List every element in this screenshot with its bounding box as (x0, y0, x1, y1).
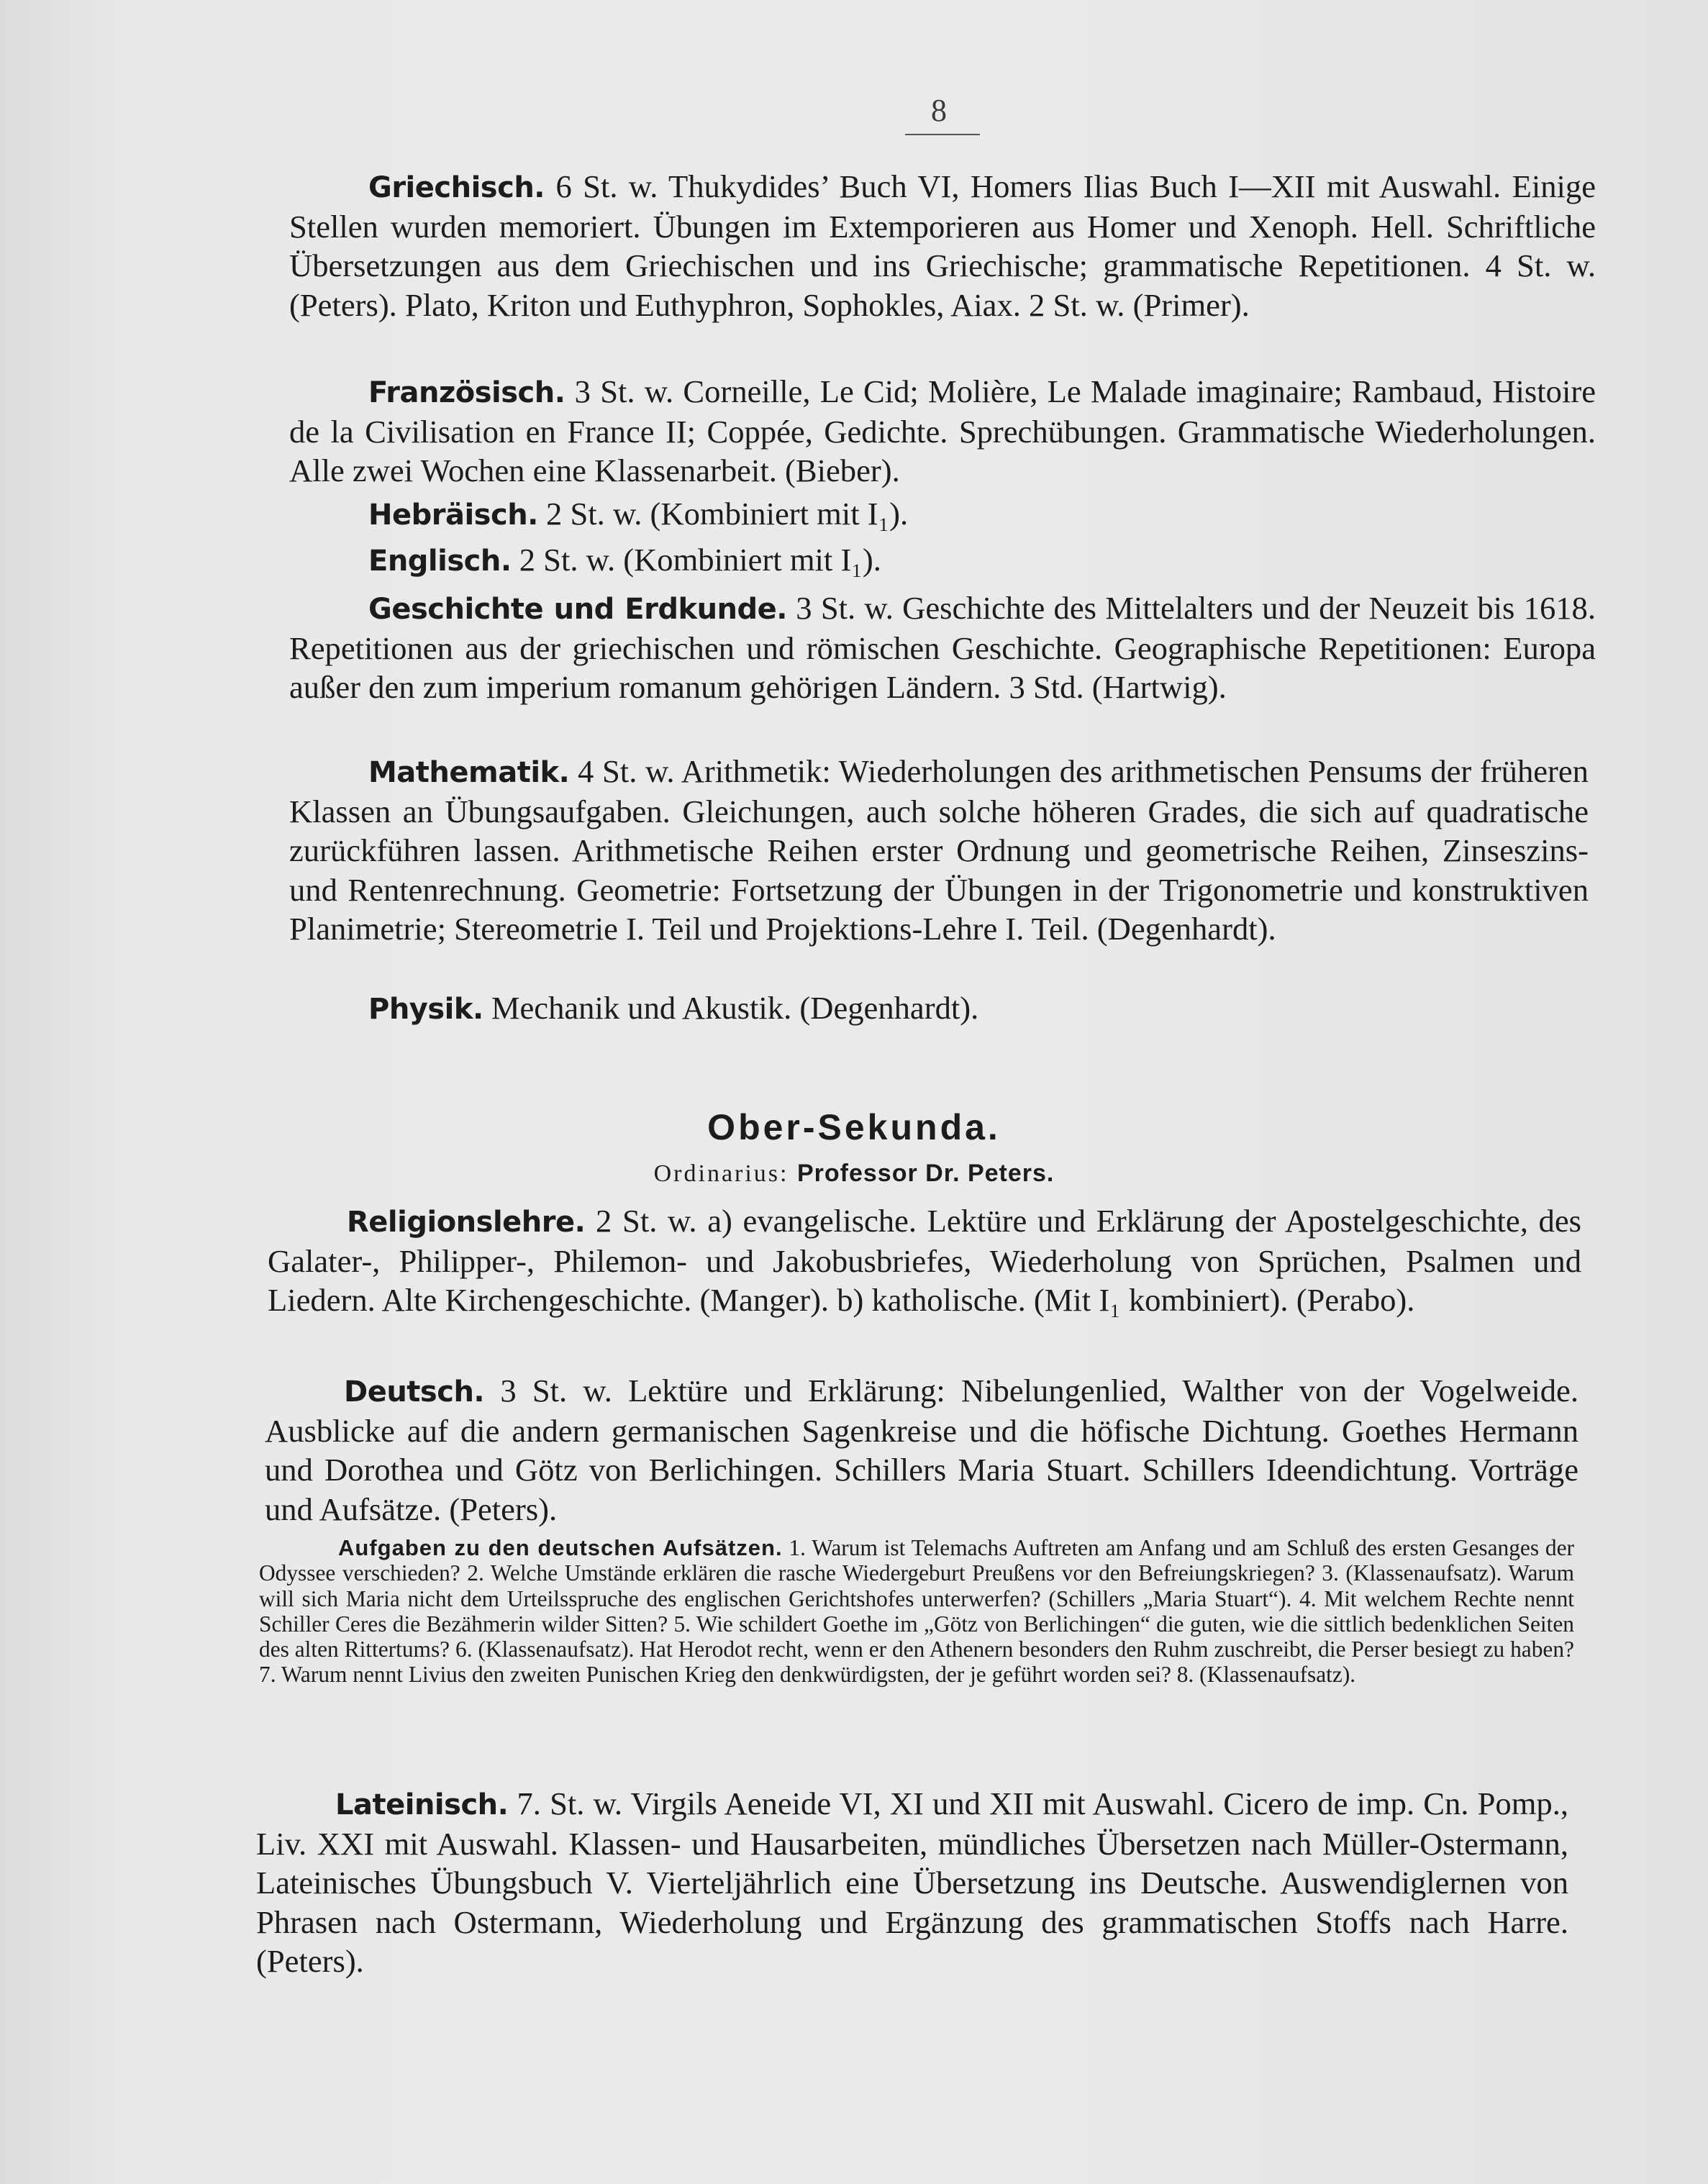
subject-heading: Griechisch. (368, 171, 545, 204)
subject-heading: Lateinisch. (335, 1788, 509, 1821)
subject-text: 6 St. w. Thukydides’ Buch VI, Homers Ilias Buch I—XII mit Auswahl. Einige Stellen wurden memoriert. Übungen im Extemporieren aus Homer und Xenoph. Hell. Schriftliche Übersetzungen aus dem Griechischen und ins Griechische; grammatische Repetitionen. 4 St. w. (Peters). Plato, Kriton und Euthyphron, Sophokles, Aiax. 2 St. w. (Primer). (289, 168, 1596, 323)
subject-heading: Geschichte und Erdkunde. (368, 593, 787, 626)
subject-text: 2 St. w. (Kombiniert mit I₁). (546, 496, 909, 532)
subject-text: 7. St. w. Virgils Aeneide VI, XI und XII mit Auswahl. Cicero de imp. Cn. Pomp., Liv. XXI mit Auswahl. Klassen- und Hausarbeiten, mündliches Übersetzen nach Müller-Ostermann, Lateinisches Übungsbuch V. Vierteljährlich eine Übersetzung ins Deutsche. Auswendiglernen von Phrasen nach Ostermann, Wiederholung und Ergänzung des grammatischen Stoffs nach Harre. (Peters). (256, 1785, 1568, 1979)
paragraph-franzoesisch (289, 372, 1596, 491)
subject-text: 4 St. w. Arithmetik: Wiederholungen des arithmetischen Pensums der früheren Klassen an Übungsaufgaben. Gleichungen, auch solche höheren Grades, die sich auf quadratische zurückführen lassen. Arithmetische Reihen erster Ordnung und geometrische Reihen, Zinseszins- und Rentenrechnung. Geometrie: Fortsetzung der Übungen in der Trigonometrie und konstruktiven Planimetrie; Stereometrie I. Teil und Projektions-Lehre I. Teil. (Degenhardt). (289, 753, 1589, 947)
subject-heading: Französisch. (368, 376, 565, 409)
aufgaben-text: 1. Warum ist Telemachs Auftreten am Anfang und am Schluß des ersten Gesanges der Odyssee verschieden? 2. Welche Umstände erklären die rasche Wiedergeburt Preußens vor den Befreiungskriegen? 3. (Klassenaufsatz). Warum will sich Maria nicht dem Urteilsspruche des englischen Gerichtshofes unterwerfen? (Schillers „Maria Stuart“). 4. Mit welchem Rechte nennt Schiller Ceres die Bezähmerin wilder Sitten? 5. Wie schildert Goethe im „Götz von Berlichingen“ die guten, wie die sittlich bedenklichen Seiten des alten Rittertums? 6. (Klassenaufsatz). Hat Herodot recht, wenn er den Athenern besonders den Ruhm zuschreibt, die Perser besiegt zu haben? 7. Warum nennt Livius den zweiten Punischen Krieg den denkwürdigsten, der je geführt worden sei? 8. (Klassenaufsatz). (259, 1535, 1574, 1688)
page-number-rule (905, 134, 980, 135)
paragraph-lateinisch (256, 1784, 1568, 1980)
subject-text: 2 St. w. a) evangelische. Lektüre und Erklärung der Apostelgeschichte, des Galater-, Philipper-, Philemon- und Jakobusbriefes, Wiederholung von Sprüchen, Psalmen und Liedern. Alte Kirchengeschichte. (Manger). b) katholische. (Mit I₁ kombiniert). (Perabo). (268, 1203, 1581, 1319)
ordinarius-line (0, 1160, 1708, 1188)
subject-heading: Mathematik. (368, 756, 570, 789)
paragraph-religionslehre (268, 1201, 1581, 1320)
subject-text: 3 St. w. Geschichte des Mittelalters und der Neuzeit bis 1618. Repetitionen aus der griechischen und römischen Geschichte. Geographische Repetitionen: Europa außer den zum imperium romanum gehörigen Ländern. 3 Std. (Hartwig). (289, 590, 1596, 706)
paragraph-aufgaben (259, 1535, 1574, 1688)
subject-heading: Physik. (368, 993, 483, 1026)
ordinarius-name: Professor Dr. Peters. (796, 1160, 1055, 1187)
paragraph-hebraeisch (289, 494, 1596, 534)
paragraph-deutsch (265, 1371, 1578, 1529)
page-number: 8 (931, 93, 947, 128)
section-title: Ober-Sekunda. (707, 1107, 1001, 1147)
ordinarius-label: Ordinarius: (653, 1160, 789, 1187)
subject-heading: Deutsch. (344, 1375, 485, 1409)
subject-text: 3 St. w. Corneille, Le Cid; Molière, Le Malade imaginaire; Rambaud, Histoire de la Civilisation en France II; Coppée, Gedichte. Sprechübungen. Grammatische Wiederholungen. Alle zwei Wochen eine Klassenarbeit. (Bieber). (289, 373, 1596, 489)
paragraph-mathematik (289, 752, 1589, 948)
aufgaben-heading: Aufgaben zu den deutschen Aufsätzen. (338, 1535, 783, 1560)
subject-text: 2 St. w. (Kombiniert mit I₁). (519, 542, 881, 578)
paragraph-geschichte-erdkunde (289, 588, 1596, 707)
subject-heading: Englisch. (368, 545, 512, 578)
subject-heading: Hebräisch. (368, 499, 538, 532)
subject-text: Mechanik und Akustik. (Degenhardt). (491, 990, 979, 1026)
paragraph-englisch (289, 540, 1596, 581)
subject-heading: Religionslehre. (347, 1206, 586, 1239)
paragraph-physik (289, 988, 1589, 1029)
subject-text: 3 St. w. Lektüre und Erklärung: Nibelungenlied, Walther von der Vogelweide. Ausblicke auf die andern germanischen Sagenkreise und die höfische Dichtung. Goethes Hermann und Dorothea und Götz von Berlichingen. Schillers Maria Stuart. Schillers Ideendichtung. Vorträge und Aufsätze. (Peters). (265, 1373, 1578, 1527)
paragraph-griechisch (289, 167, 1596, 324)
